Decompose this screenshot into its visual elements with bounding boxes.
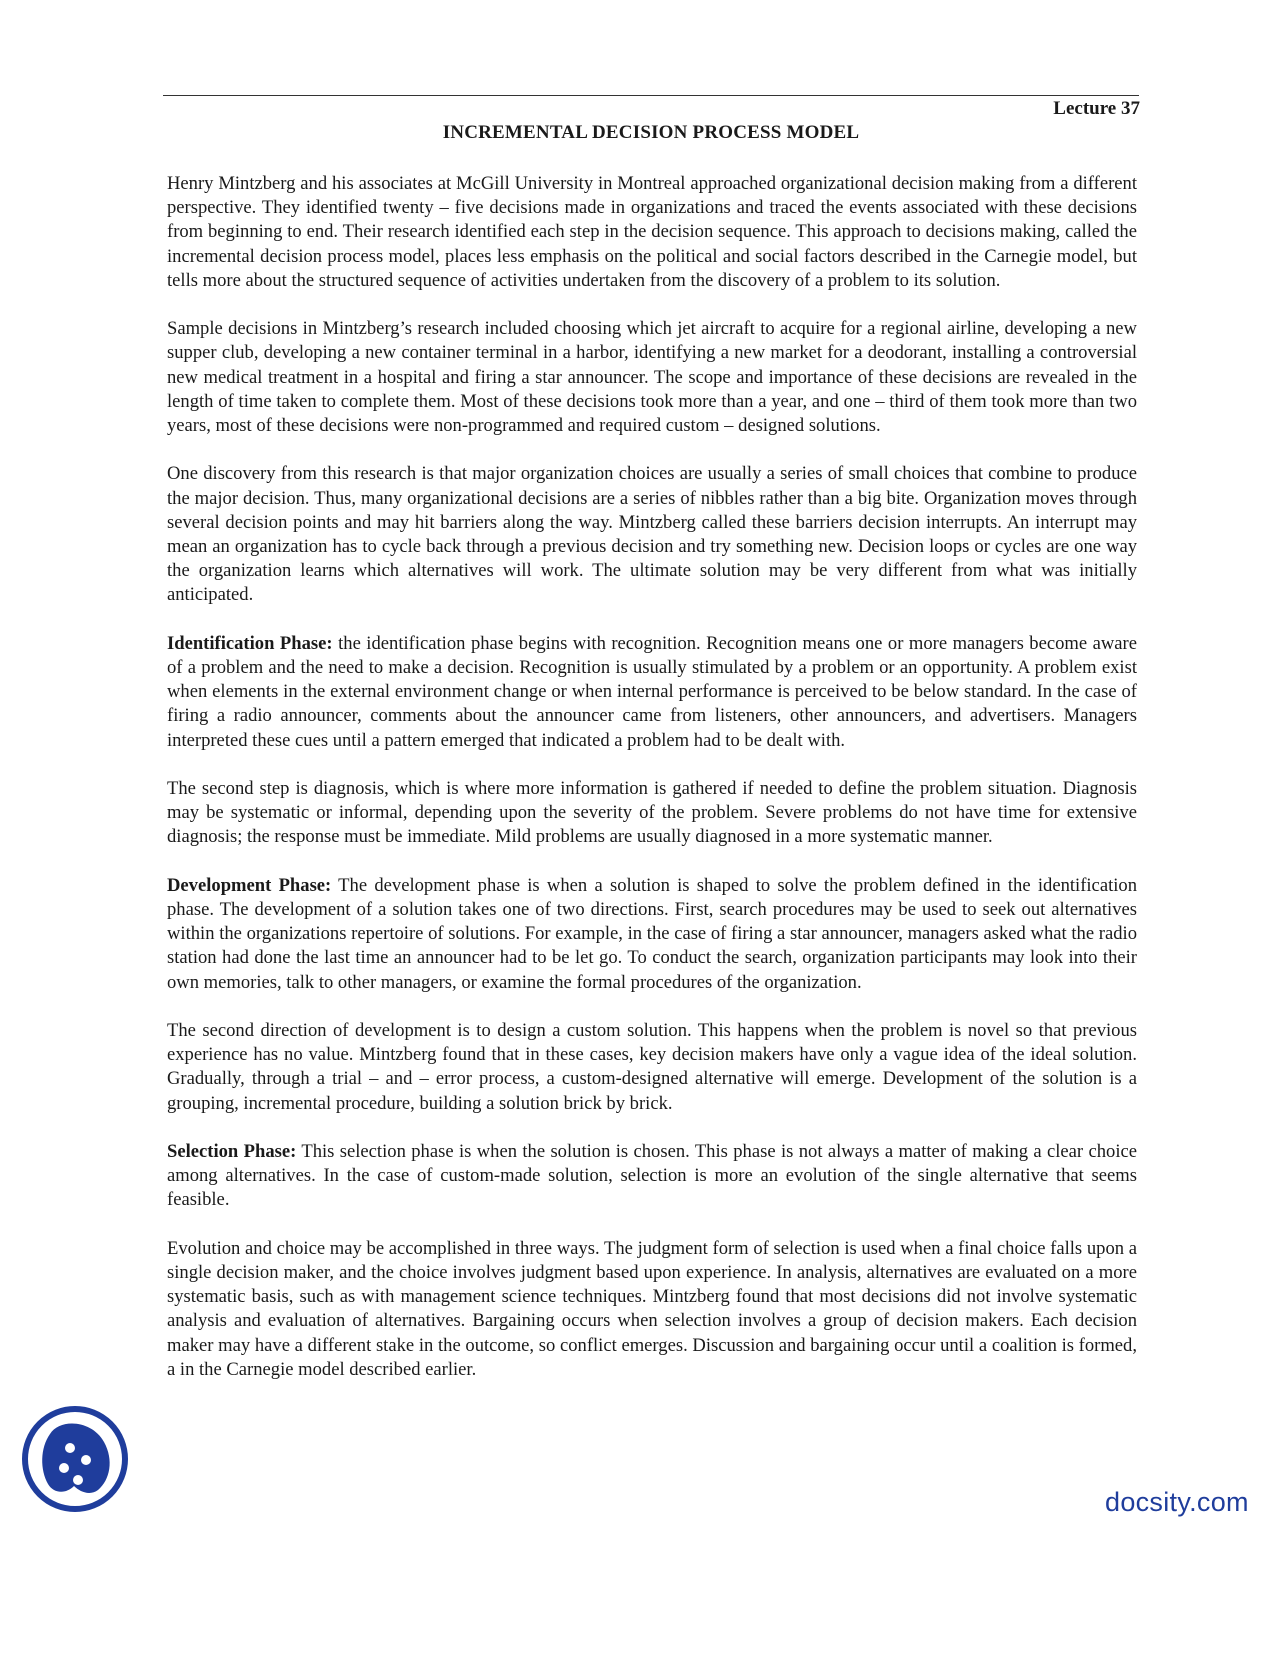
paragraph-intro: Henry Mintzberg and his associates at McGill University in Montreal approached organizational decision making from a different perspective. They identified twenty – five decisions made in organizations and traced the events associated with these decisions from beginning to end. Their research identified each step in the decision sequence. This approach to decisions making, called the incremental decision process model, places less emphasis on the political and social factors described in the Carnegie model, but tells more about the structured sequence of activities undertaken from the discovery of a problem to its solution.	[167, 173, 1137, 291]
docsity-brand-link[interactable]: docsity.com	[1105, 1487, 1249, 1517]
lecture-number: Lecture 37	[1053, 98, 1140, 119]
paragraph-sample-decisions: Sample decisions in Mintzberg’s research included choosing which jet aircraft to acquire for a regional airline, developing a new supper club, developing a new container terminal in a harbor, identifying a new market for a deodorant, installing a controversial new medical treatment in a hospital and firing a star announcer. The scope and importance of these decisions are revealed in the length of time taken to complete them. Most of these decisions took more than a year, and one – third of them took more than two years, most of these decisions were non-programmed and required custom – designed solutions.	[167, 318, 1137, 437]
paragraph-identification-phase: Identification Phase: the identification phase begins with recognition. Recognition means one or more managers become aware of a problem and the need to make a decision. Recognition is usually stimulated by a problem or an opportunity. A problem exist when elements in the external environment change or when internal performance is perceived to be below standard. In the case of firing a radio announcer, comments about the announcer came from listeners, other announcers, and advertisers. Managers interpreted these cues until a pattern emerged that indicated a problem had to be dealt with.	[167, 632, 1137, 751]
page-title: INCREMENTAL DECISION PROCESS MODEL	[442, 122, 860, 143]
selection-phase-heading: Selection Phase:	[167, 1141, 297, 1163]
paragraph-selection-phase: Selection Phase: This selection phase is when the solution is chosen. This phase is not always a matter of making a clear choice among alternatives. In the case of custom-made solution, selection is more an evolution of the single alternative that seems feasible.	[167, 1141, 1137, 1211]
paragraph-development-phase: Development Phase: The development phase is when a solution is shaped to solve the problem defined in the identification phase. The development of a solution takes one of two directions. First, search procedures may be used to seek out alternatives within the organizations repertoire of solutions. For example, in the case of firing a star announcer, managers asked what the radio station had done the last time an announcer had to be let go. To conduct the search, organization participants may look into their own memories, talk to other managers, or examine the formal procedures of the organization.	[167, 874, 1137, 993]
document-body	[167, 172, 1137, 1406]
identification-phase-heading: Identification Phase:	[167, 632, 333, 654]
paragraph-diagnosis: The second step is diagnosis, which is where more information is gathered if needed to define the problem situation. Diagnosis may be systematic or informal, depending upon the severity of the problem. Severe problems do not have time for extensive diagnosis; the response must be immediate. Mild problems are usually diagnosed in a more systematic manner.	[167, 778, 1137, 848]
paragraph-discovery: One discovery from this research is that major organization choices are usually a series of small choices that combine to produce the major decision. Thus, many organizational decisions are a series of nibbles rather than a big bite. Organization moves through several decision points and may hit barriers along the way. Mintzberg called these barriers decision interrupts. An interrupt may mean an organization has to cycle back through a previous decision and try something new. Decision loops or cycles are one way the organization learns which alternatives will work. The ultimate solution may be very different from what was initially anticipated.	[167, 463, 1137, 606]
development-phase-heading: Development Phase:	[167, 874, 332, 896]
header-rule	[163, 95, 1139, 96]
paragraph-custom-solution: The second direction of development is to design a custom solution. This happens when the problem is novel so that previous experience has no value. Mintzberg found that in these cases, key decision makers have only a vague idea of the ideal solution. Gradually, through a trial – and – error process, a custom-designed alternative will emerge. Development of the solution is a grouping, incremental procedure, building a solution brick by brick.	[167, 1020, 1137, 1114]
paragraph-evolution-choice: Evolution and choice may be accomplished in three ways. The judgment form of selection is used when a final choice falls upon a single decision maker, and the choice involves judgment based upon experience. In analysis, alternatives are evaluated on a more systematic basis, such as with management science techniques. Mintzberg found that most decisions did not involve systematic analysis and evaluation of alternatives. Bargaining occurs when selection involves a group of decision makers. Each decision maker may have a different stake in the outcome, so conflict emerges. Discussion and bargaining occur until a coalition is formed, a in the Carnegie model described earlier.	[167, 1237, 1137, 1380]
docsity-logo-icon[interactable]	[20, 1404, 130, 1514]
